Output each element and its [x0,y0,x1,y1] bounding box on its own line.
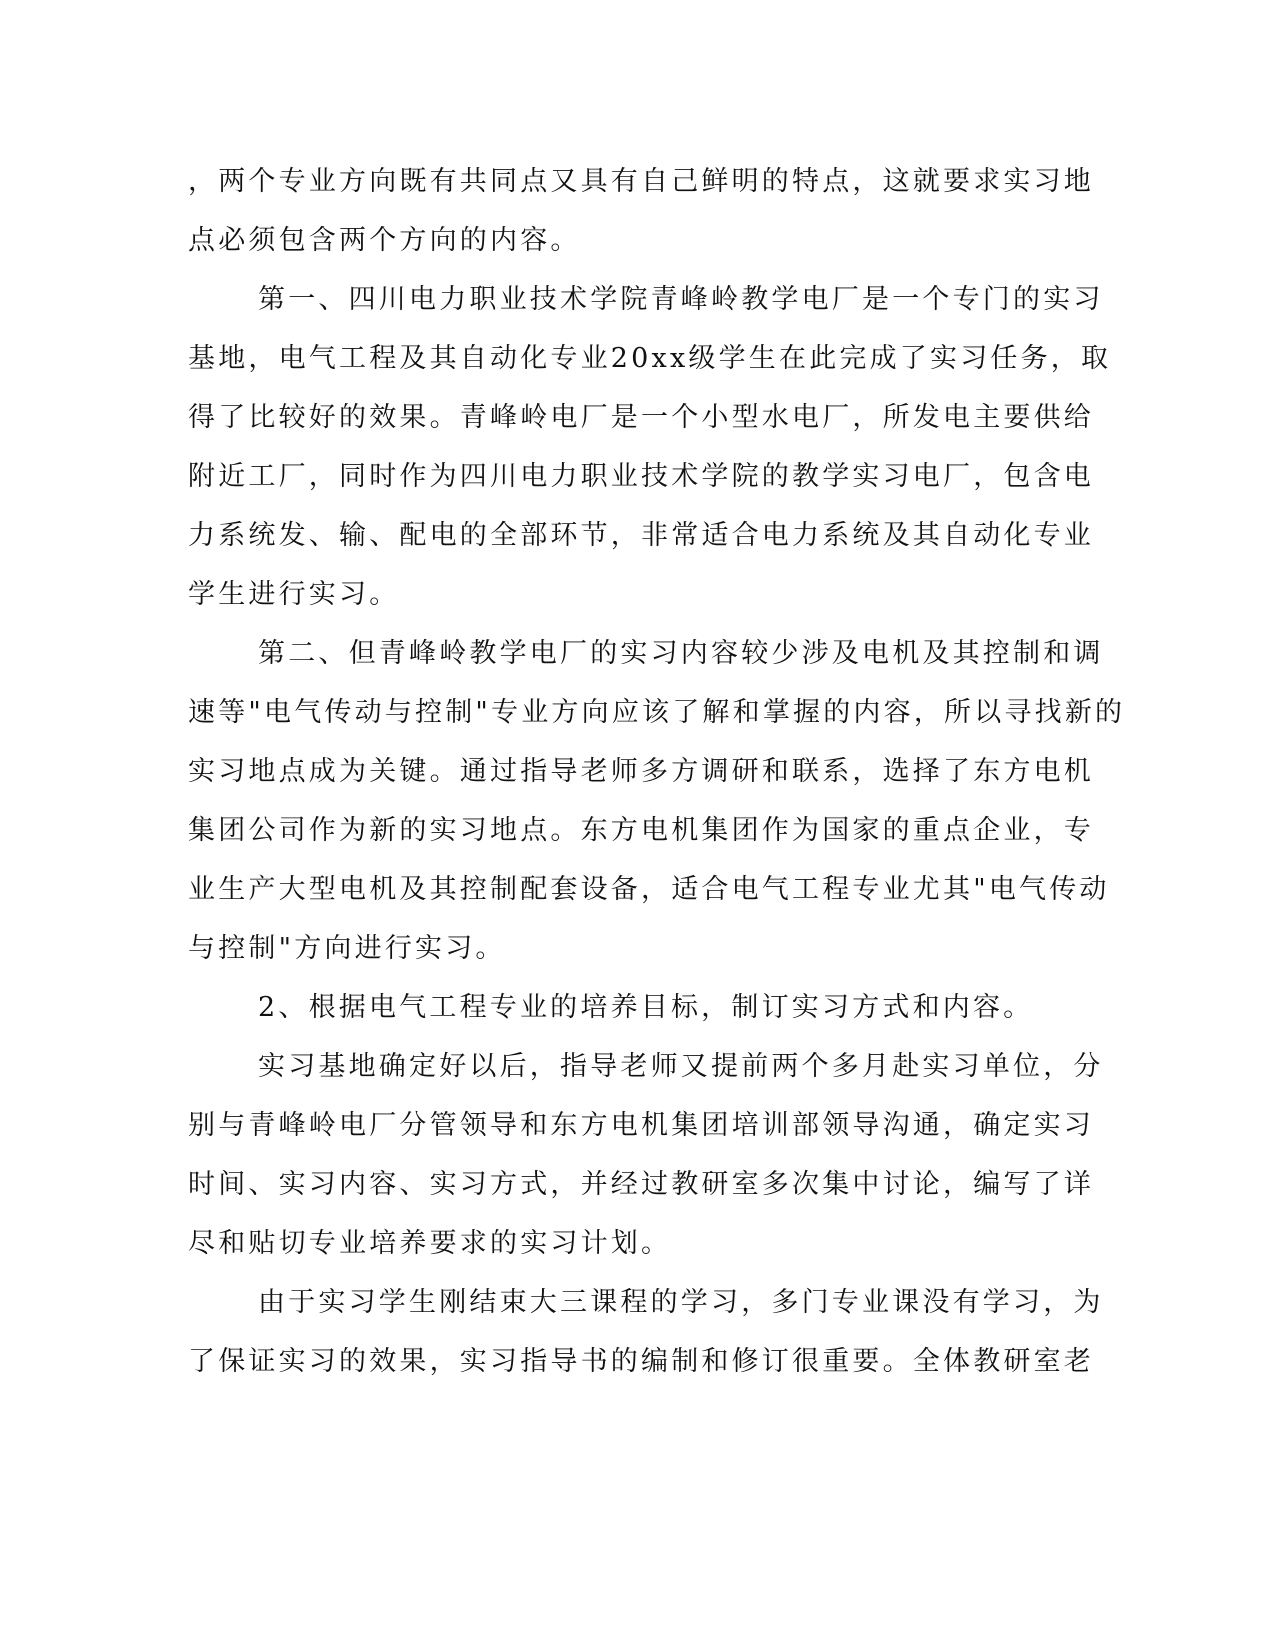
text-line: 力系统发、输、配电的全部环节，非常适合电力系统及其自动化专业 [188,520,1094,551]
paragraph-first-line: 第二、但青峰岭教学电厂的实习内容较少涉及电机及其控制和调 [258,638,1104,669]
text-line: 得了比较好的效果。青峰岭电厂是一个小型水电厂，所发电主要供给 [188,402,1094,433]
text-line: 别与青峰岭电厂分管领导和东方电机集团培训部领导沟通，确定实习 [188,1110,1094,1141]
text-line: 集团公司作为新的实习地点。东方电机集团作为国家的重点企业，专 [188,815,1094,846]
paragraph-first-line: 实习基地确定好以后，指导老师又提前两个多月赴实习单位，分 [258,1051,1104,1082]
text-line: 基地，电气工程及其自动化专业20xx级学生在此完成了实习任务，取 [188,343,1112,374]
text-line: 附近工厂，同时作为四川电力职业技术学院的教学实习电厂，包含电 [188,461,1094,492]
text-line: 点必须包含两个方向的内容。 [188,225,581,256]
text-line: 实习地点成为关键。通过指导老师多方调研和联系，选择了东方电机 [188,756,1094,787]
text-line: 业生产大型电机及其控制配套设备，适合电气工程专业尤其"电气传动 [188,874,1110,905]
paragraph-first-line: 第一、四川电力职业技术学院青峰岭教学电厂是一个专门的实习 [258,284,1104,315]
text-line: 了保证实习的效果，实习指导书的编制和修订很重要。全体教研室老 [188,1346,1094,1377]
text-line: ，两个专业方向既有共同点又具有自己鲜明的特点，这就要求实习地 [188,166,1094,197]
text-line: 与控制"方向进行实习。 [188,933,506,964]
text-line: 学生进行实习。 [188,579,400,610]
paragraph-first-line: 由于实习学生刚结束大三课程的学习，多门专业课没有学习，为 [258,1287,1104,1318]
text-line: 尽和贴切专业培养要求的实习计划。 [188,1228,672,1259]
text-line: 速等"电气传动与控制"专业方向应该了解和掌握的内容，所以寻找新的 [188,697,1126,728]
text-line: 时间、实习内容、实习方式，并经过教研室多次集中讨论，编写了详 [188,1169,1094,1200]
section-heading: 2、根据电气工程专业的培养目标，制订实习方式和内容。 [258,992,1034,1023]
